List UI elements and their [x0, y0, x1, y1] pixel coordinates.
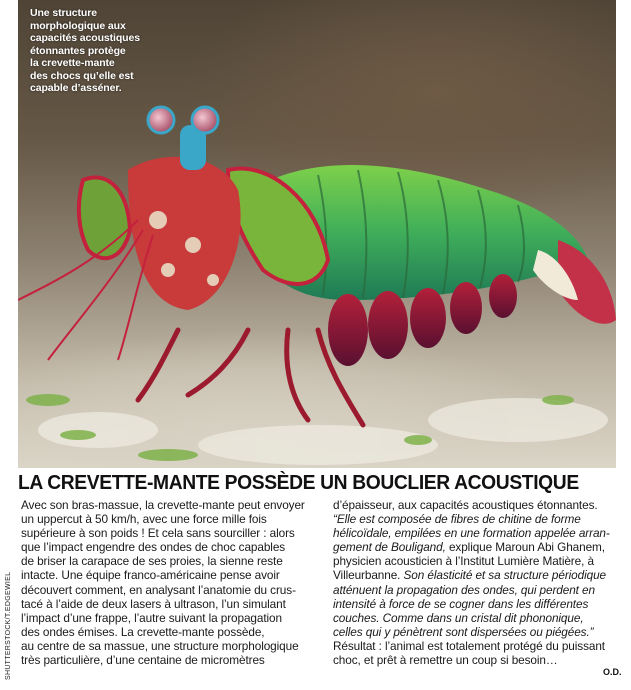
quote-fragment: Son élasticité et sa structure périodique	[403, 568, 606, 583]
quote-line: “Elle est composée de fibres de chitine de forme	[333, 512, 581, 527]
body-line: d’épaisseur, aux capacités acoustiques étonnantes.	[333, 498, 598, 512]
caption-line: morphologique aux	[30, 19, 126, 32]
body-line: au centre de sa massue, une structure morphologique	[21, 638, 299, 653]
body-line: choc, et prêt à remettre un coup si besoin…	[333, 653, 558, 668]
article-headline: LA CREVETTE-MANTE POSSÈDE UN BOUCLIER ACOUSTIQUE	[18, 471, 579, 494]
photo-caption	[30, 7, 160, 95]
caption-line: la crevette-mante	[30, 57, 115, 69]
body-line: tacé à l’aide de deux lasers à ultrason, l’un simulant	[21, 596, 286, 611]
photo-credit: SHUTTERSTOCK/T.EDGEWIEL	[5, 571, 12, 680]
body-line: découvert comment, en analysant l’anatomie du crus-	[21, 582, 296, 597]
quote-line: celles qui y pénètrent sont dispersées ou piégées.”	[333, 624, 594, 639]
quote-line: atténuent la propagation des ondes, qui perdent en	[333, 582, 595, 597]
article-left-column	[21, 498, 318, 667]
body-line: un uppercut à 50 km/h, avec une force mille fois	[21, 512, 267, 527]
quote-line: hélicoïdale, empilées en une formation appelée arran-	[333, 526, 610, 541]
body-line: Avec son bras-massue, la crevette-mante peut envoyer	[21, 498, 305, 512]
body-line: intacte. Une équipe franco-américaine pense avoir	[21, 568, 280, 583]
right-eye	[192, 107, 218, 133]
body-line: des ondes émises. La crevette-mante possède,	[21, 624, 265, 639]
body-line: que l’impact engendre des ondes de choc capables	[21, 540, 286, 555]
mantis-shrimp-photo	[18, 0, 616, 468]
body-line: Résultat : l’animal est totalement protégé du puissant	[333, 638, 605, 653]
caption-line: Une structure	[30, 7, 97, 19]
shrimp-head	[128, 157, 241, 310]
left-eye	[148, 107, 174, 133]
quote-fragment: gement de Bouligand,	[333, 540, 446, 555]
body-line: très particulière, d’une centaine de micromètres	[21, 653, 265, 668]
body-line: physicien acousticien à l’Institut Lumière Matière, à	[333, 554, 594, 569]
sand-floor	[38, 398, 608, 465]
article-right-column	[333, 498, 620, 667]
body-fragment: Villeurbanne.	[333, 568, 404, 583]
body-line: l’impact d’une frappe, l’autre suivant la propagation	[21, 610, 282, 625]
caption-line: étonnantes protège	[30, 44, 126, 57]
body-line: supérieure à son poids ! Et cela sans sourciller : alors	[21, 526, 295, 541]
quote-line: intensité à force de se cogner dans les différentes	[333, 596, 589, 611]
quote-line: couches. Comme dans un cristal dit phononique,	[333, 610, 584, 625]
body-line	[333, 568, 620, 582]
caption-line: des chocs qu’elle est	[30, 69, 134, 82]
caption-line: capable d’asséner.	[30, 82, 122, 94]
body-line	[333, 540, 620, 554]
body-line: de briser la carapace de ses proies, la sienne reste	[21, 554, 283, 569]
body-fragment: explique Maroun Abi Ghanem,	[445, 540, 605, 555]
author-signature: O.D.	[603, 667, 622, 677]
caption-line: capacités acoustiques	[30, 32, 140, 44]
